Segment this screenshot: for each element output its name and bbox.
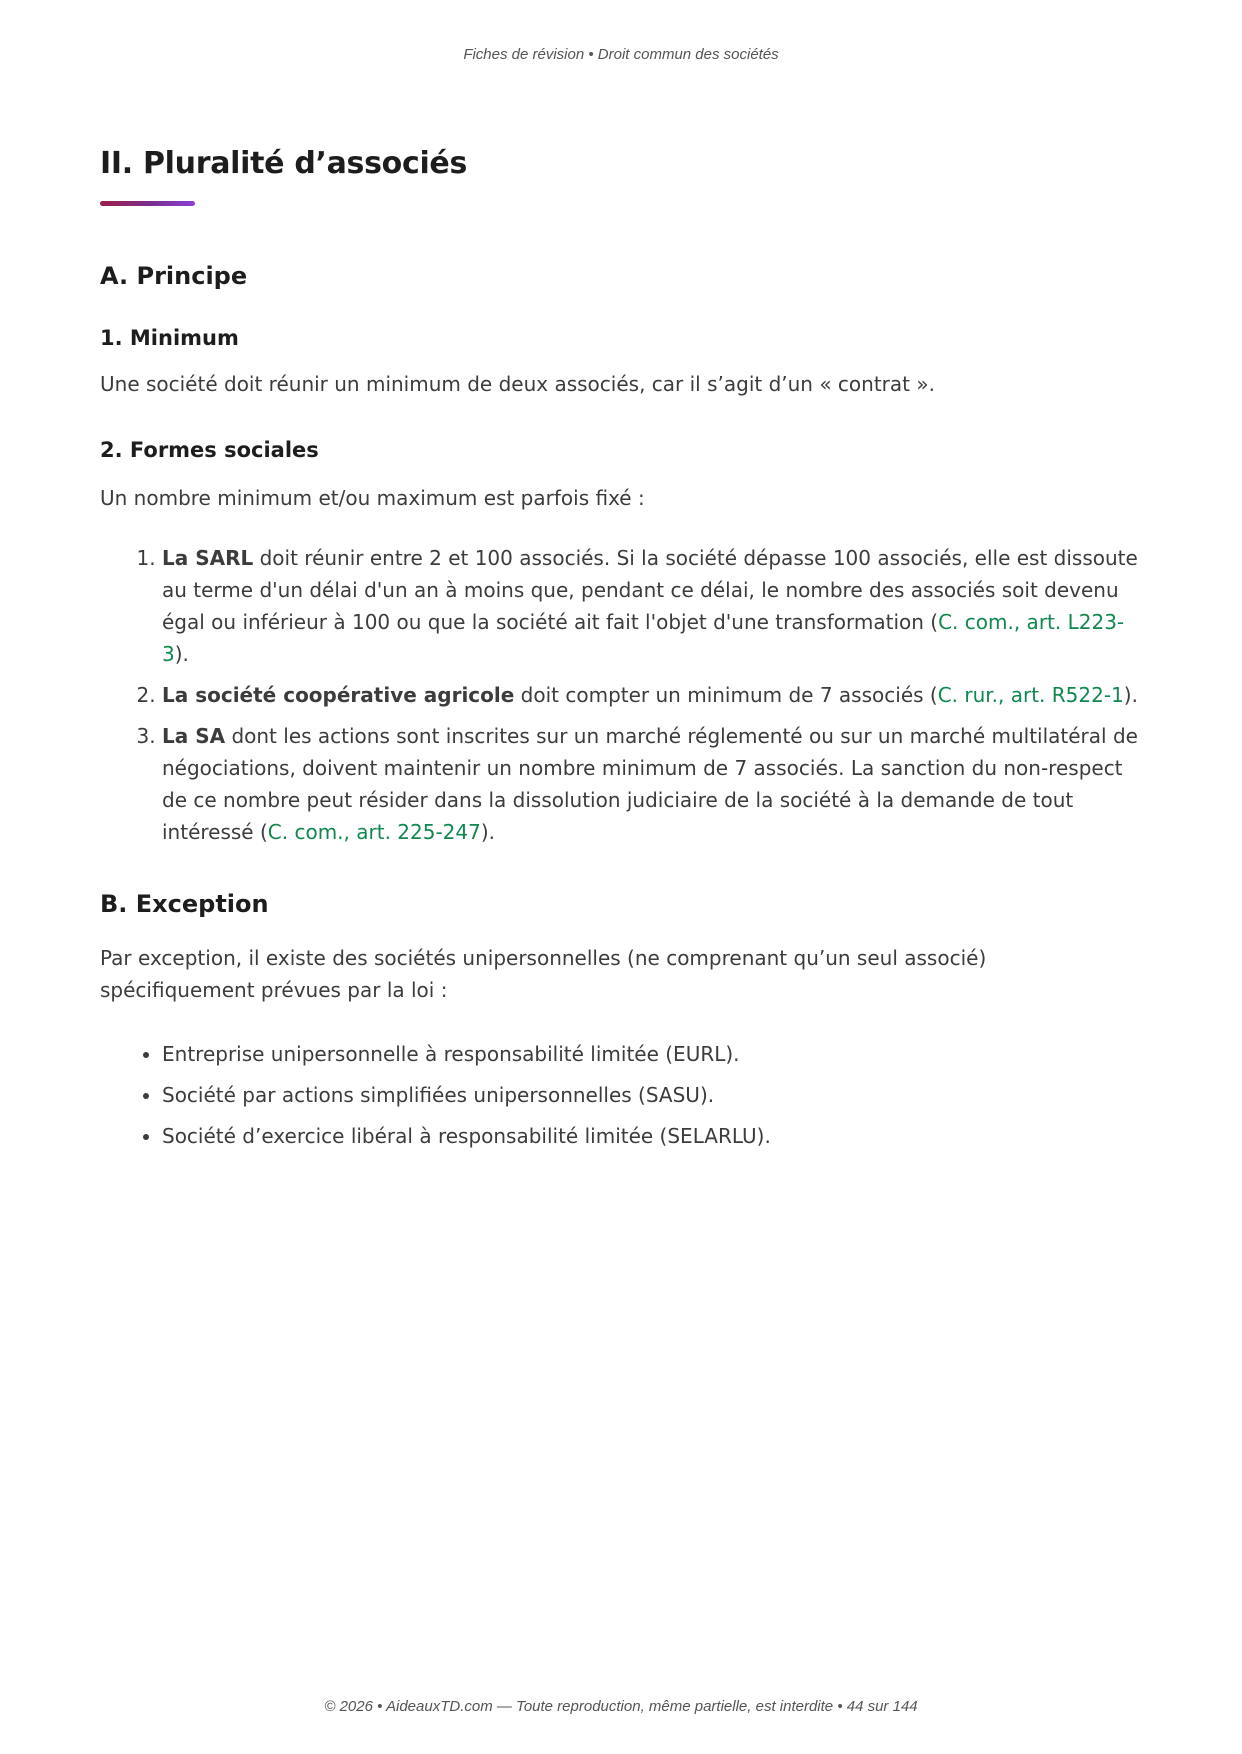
legal-reference-link[interactable]: C. com., art. 225-247 [267,820,481,844]
minimum-paragraph: Une société doit réunir un minimum de deux associés, car il s’agit d’un « contrat ». [100,372,935,396]
item-end: ). [480,820,496,844]
list-item [162,720,1140,848]
formes-list [100,542,1140,848]
page-header: Fiches de révision • Droit commun des sociétés [463,46,779,63]
list-item [162,542,1140,670]
title-underline [100,201,195,206]
legal-reference-link[interactable]: C. com., art. L223-3 [162,610,1125,666]
list-item: • Société d’exercice libéral à responsabilité limitée (SELARLU). [162,1120,1140,1152]
page-title: II. Pluralité d’associés [100,146,468,181]
item-text: doit compter un minimum de 7 associés ( [514,683,938,707]
subsection-formes-heading: 2. Formes sociales [100,438,319,462]
section-a-heading: A. Principe [100,262,248,290]
subsection-minimum-heading: 1. Minimum [100,326,239,350]
exception-paragraph: Par exception, il existe des sociétés unipersonnelles (ne comprenant qu’un seul associé) spécifiquement prévues par la loi : [100,946,987,1002]
item-end: ). [1123,683,1138,707]
list-item: • Entreprise unipersonnelle à responsabilité limitée (EURL). [162,1038,1140,1070]
section-b-heading: B. Exception [100,890,269,918]
item-bold: La société coopérative agricole [162,683,515,707]
item-text: doit réunir entre 2 et 100 associés. Si la société dépasse 100 associés, elle est dissoute au terme d'un délai d'un an à moins que, pendant ce délai, le nombre des associés soit devenu égal ou inférieur à 100 ou que la société ait fait l'objet d'une transformation ( [162,546,1138,634]
page-content [100,140,1140,1161]
item-bold: La SA [162,724,226,748]
legal-reference-link[interactable]: C. rur., art. R522-1 [937,683,1124,707]
item-text: dont les actions sont inscrites sur un marché réglementé ou sur un marché multilatéral de négociations, doivent maintenir un nombre minimum de 7 associés. La sanction du non-respect de ce nombre peut résider dans la dissolution judiciaire de la société à la demande de tout intéressé ( [162,724,1138,844]
formes-intro: Un nombre minimum et/ou maximum est parfois fixé : [100,486,645,510]
page-footer: © 2026 • AideauxTD.com — Toute reproduction, même partielle, est interdite • 44 sur 144 [324,1698,918,1715]
item-end: ). [174,642,189,666]
exception-list [100,1038,1140,1152]
item-bold: La SARL [162,546,254,570]
list-item [162,679,1140,711]
list-item: • Société par actions simplifiées unipersonnelles (SASU). [162,1079,1140,1111]
